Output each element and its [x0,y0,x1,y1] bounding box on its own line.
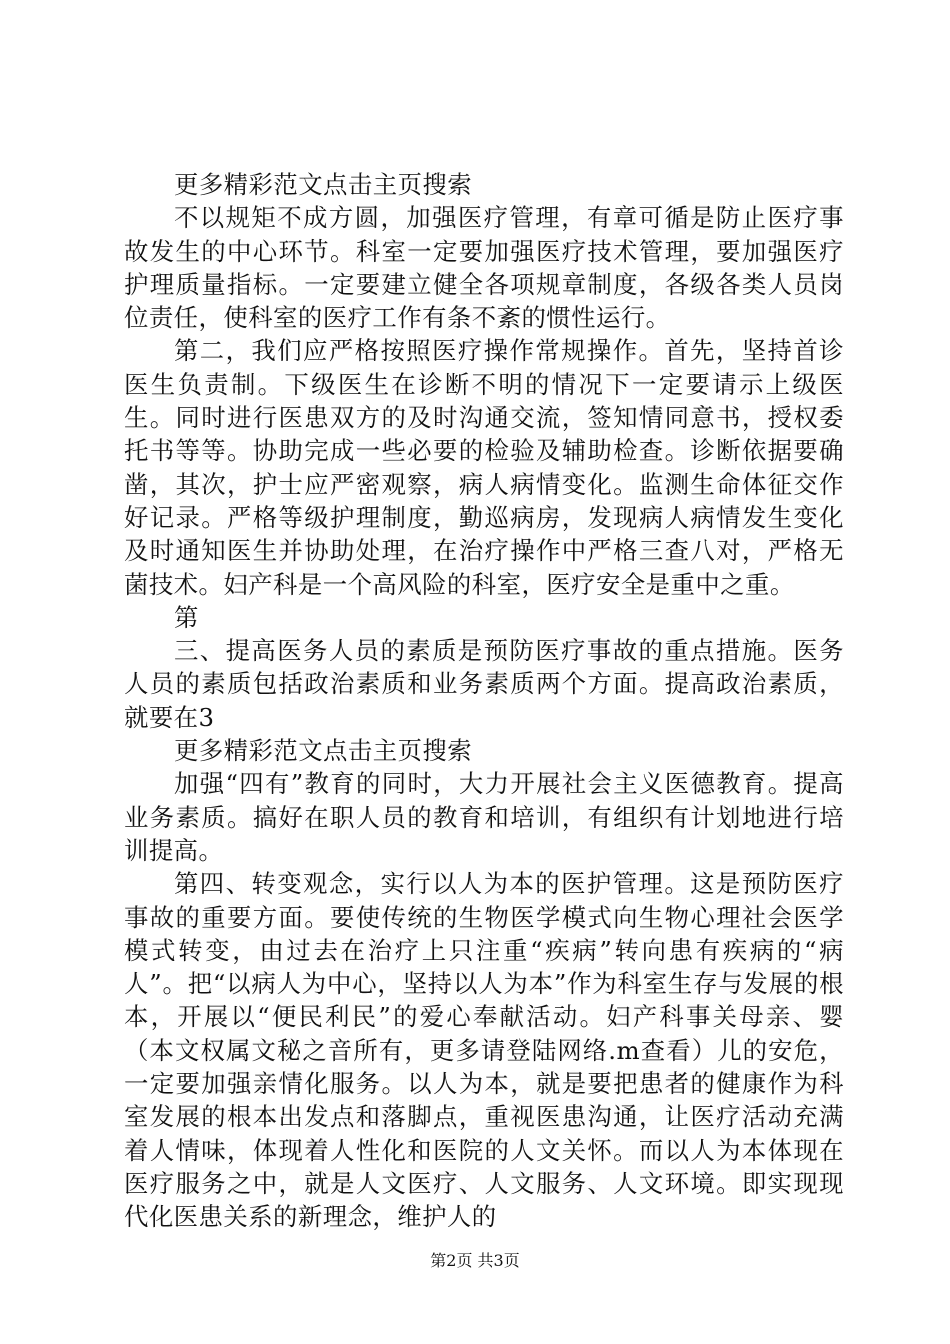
header-note-paragraph-repeat: 更多精彩范文点击主页搜索 [174,736,473,766]
paragraph-second: 第二，我们应严格按照医疗操作常规操作。首先，坚持首诊医生负责制。下级医生在诊断不明的情况下一定要请示上级医生。同时进行医患双方的及时沟通交流，签知情同意书，授权委托书等等。协助完成一些必要的检验及辅助检查。诊断依据要确凿，其次，护士应严密观察，病人病情变化。监测生命体征交作好记录。严格等级护理制度，勤巡病房，发现病人病情发生变化及时通知医生并协助处理，在治疗操作中严格三查八对，严格无菌技术。妇产科是一个高风险的科室，医疗安全是重中之重。 [124,336,844,599]
header-note-paragraph: 更多精彩范文点击主页搜索 [174,170,473,199]
paragraph-education: 加强“四有”教育的同时，大力开展社会主义医德教育。提高业务素质。搞好在职人员的教育和培训，有组织有计划地进行培训提高。 [124,769,844,865]
page-number-footer: 第2页 共3页 [430,1251,520,1270]
paragraph-third: 三、提高医务人员的素质是预防医疗事故的重点措施。医务人员的素质包括政治素质和业务素质两个方面。提高政治素质，就要在3 [124,636,844,732]
paragraph-management: 不以规矩不成方圆，加强医疗管理，有章可循是防止医疗事故发生的中心环节。科室一定要加强医疗技术管理，要加强医疗护理质量指标。一定要建立健全各项规章制度，各级各类人员岗位责任，使科室的医疗工作有条不紊的惯性运行。 [124,203,844,333]
paragraph-fourth: 第四、转变观念，实行以人为本的医护管理。这是预防医疗事故的重要方面。要使传统的生物医学模式向生物心理社会医学模式转变，由过去在治疗上只注重“疾病”转向患有疾病的“病人”。把“以病人为中心，坚持以人为本”作为科室生存与发展的根本，开展以“便民利民”的爱心奉献活动。妇产科事关母亲、婴（本文权属文秘之音所有，更多请登陆网络.m查看）儿的安危，一定要加强亲情化服务。以人为本，就是要把患者的健康作为科室发展的根本出发点和落脚点，重视医患沟通，让医疗活动充满着人情味，体现着人性化和医院的人文关怀。而以人为本体现在医疗服务之中，就是人文医疗、人文服务、人文环境。即实现现代化医患关系的新理念，维护人的 [124,869,844,1232]
paragraph-third-heading: 第 [174,602,199,632]
document-body [124,168,844,1234]
